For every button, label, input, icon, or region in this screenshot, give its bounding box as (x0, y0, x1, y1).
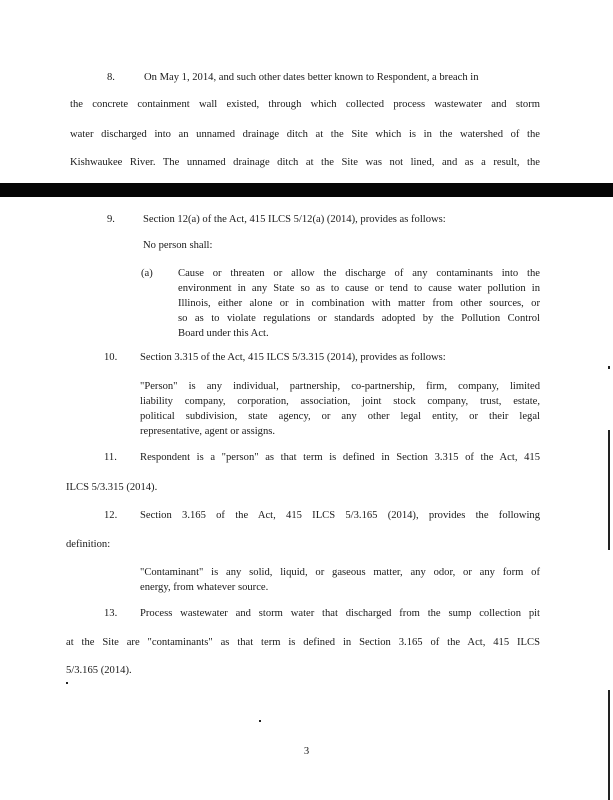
para8-line-1: On May 1, 2014, and such other dates better known to Respondent, a breach in (144, 72, 479, 83)
para13-number: 13. (104, 608, 118, 619)
para9-item-line: environment in any State so as to cause or tend to cause water pollution in (178, 283, 540, 294)
para9-number: 9. (107, 214, 115, 225)
scan-black-bar (0, 183, 613, 197)
para11-line-2: ILCS 5/3.315 (2014). (66, 482, 158, 493)
para9-item-line: so as to violate regulations or standards adopted by the Pollution Control (178, 313, 540, 324)
scan-speck (66, 682, 68, 684)
para9-item-line: Board under this Act. (178, 328, 269, 339)
para8-line-2: the concrete containment wall existed, through which collected process wastewater and storm (70, 99, 540, 110)
para8-line-4: Kishwaukee River. The unnamed drainage ditch at the Site was not lined, and as a result, the (70, 157, 540, 168)
scan-edge-mark (608, 690, 610, 800)
para12-line-2: definition: (66, 539, 111, 550)
scan-speck (608, 366, 610, 369)
para12-number: 12. (104, 510, 118, 521)
para12-quote-line: "Contaminant" is any solid, liquid, or gaseous matter, any odor, or any form of (140, 567, 540, 578)
para13-line-2: at the Site are "contaminants" as that term is defined in Section 3.165 of the Act, 415 ILCS (66, 637, 540, 648)
para13-line-3: 5/3.165 (2014). (66, 665, 132, 676)
para8-line-3: water discharged into an unnamed drainage ditch at the Site which is in the watershed of the (70, 129, 540, 140)
para10-quote-line: "Person" is any individual, partnership, co-partnership, firm, company, limited (140, 381, 540, 392)
para8-number: 8. (107, 72, 115, 83)
para11-line-1: Respondent is a "person" as that term is defined in Section 3.315 of the Act, 415 (140, 452, 540, 463)
para9-lead: No person shall: (143, 240, 213, 251)
para9-intro: Section 12(a) of the Act, 415 ILCS 5/12(a) (2014), provides as follows: (143, 214, 446, 225)
para11-number: 11. (104, 452, 117, 463)
para13-line-1: Process wastewater and storm water that discharged from the sump collection pit (140, 608, 540, 619)
scan-speck (259, 720, 261, 722)
para12-line-1: Section 3.165 of the Act, 415 ILCS 5/3.165 (2014), provides the following (140, 510, 540, 521)
para10-intro: Section 3.315 of the Act, 415 ILCS 5/3.315 (2014), provides as follows: (140, 352, 446, 363)
para12-quote-line: energy, from whatever source. (140, 582, 269, 593)
page-number: 3 (303, 746, 310, 757)
para10-number: 10. (104, 352, 118, 363)
para9-item-line: Illinois, either alone or in combination with matter from other sources, or (178, 298, 540, 309)
scan-edge-mark (608, 430, 610, 550)
para10-quote-line: political subdivision, state agency, or any other legal entity, or their legal (140, 411, 540, 422)
para10-quote-line: representative, agent or assigns. (140, 426, 276, 437)
para9-item-label: (a) (141, 268, 153, 279)
para9-item-line: Cause or threaten or allow the discharge of any contaminants into the (178, 268, 540, 279)
para10-quote-line: liability company, corporation, association, joint stock company, trust, estate, (140, 396, 540, 407)
